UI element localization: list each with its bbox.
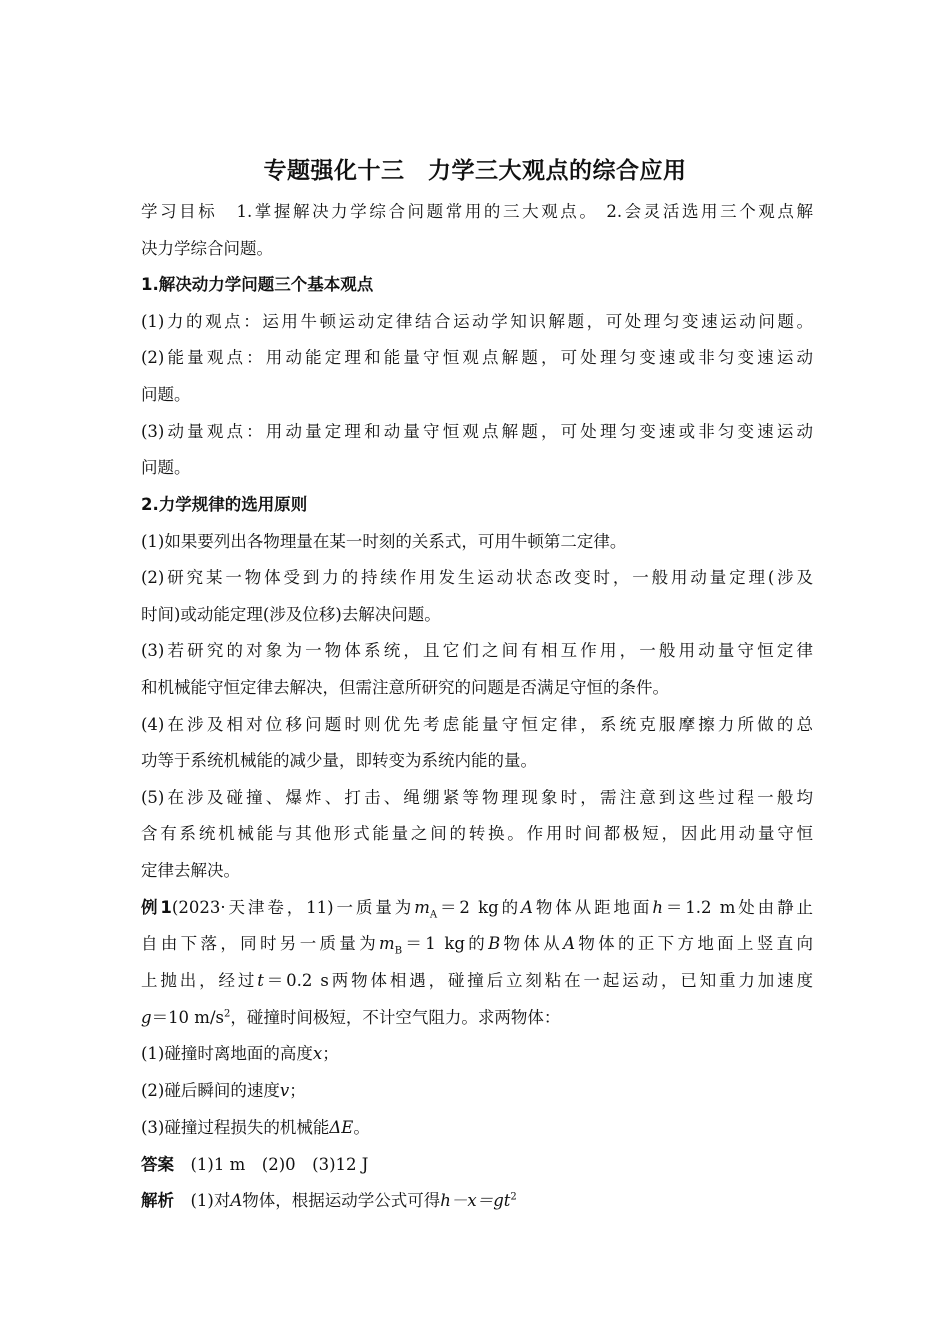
- section2-p4b: 功等于系统机械能的减少量，即转变为系统内能的量。: [141, 751, 537, 770]
- section2-p2b: 时间)或动能定理(涉及位移)去解决问题。: [141, 605, 441, 624]
- analysis-formula: h－x＝gt: [440, 1191, 511, 1210]
- section2-p3a: (3)若研究的对象为一物体系统，且它们之间有相互作用，一般用动量守恒定律: [141, 641, 813, 660]
- section2-heading: 2.力学规律的选用原则: [141, 495, 308, 514]
- objectives-label: 学习目标: [141, 202, 218, 221]
- example-label: 例1: [141, 898, 172, 917]
- section2-p5b: 含有系统机械能与其他形式能量之间的转换。作用时间都极短，因此用动量守恒: [141, 824, 813, 843]
- analysis-line: 解析 (1)对A物体，根据运动学公式可得$h-x=gt^2$: [141, 1191, 517, 1210]
- analysis-label: 解析: [141, 1191, 174, 1210]
- question-2: (2)碰后瞬间的速度v；: [141, 1081, 306, 1100]
- example-line-4: g＝10 $m/s^2$，碰撞时间极短，不计空气阻力。求两物体：: [141, 1008, 561, 1027]
- objectives-line-2: 决力学综合问题。: [141, 239, 273, 258]
- section1-p1: (1)力的观点：运用牛顿运动定律结合运动学知识解题，可处理匀变速运动问题。: [141, 312, 813, 331]
- section1-p3b: 问题。: [141, 458, 191, 477]
- answer-label: 答案: [141, 1155, 174, 1174]
- section2-p4a: (4)在涉及相对位移问题时则优先考虑能量守恒定律，系统克服摩擦力所做的总: [141, 715, 813, 734]
- example-source: (2023·天津卷，11): [171, 898, 334, 917]
- question-1: (1)碰撞时离地面的高度x；: [141, 1044, 339, 1063]
- objectives-line-1: 学习目标 1.掌握解决力学综合问题常用的三大观点。 2.会灵活选用三个观点解: [141, 202, 813, 221]
- section2-p5a: (5)在涉及碰撞、爆炸、打击、绳绷紧等物理现象时，需注意到这些过程一般均: [141, 788, 813, 807]
- section2-p5c: 定律去解决。: [141, 861, 240, 880]
- section1-p2a: (2)能量观点：用动能定理和能量守恒观点解题，可处理匀变速或非匀变速运动: [141, 348, 813, 367]
- question-3: (3)碰撞过程损失的机械能ΔE。: [141, 1118, 370, 1137]
- answer-line: [141, 1154, 813, 1176]
- section2-p3b: 和机械能守恒定律去解决，但需注意所研究的问题是否满足守恒的条件。: [141, 678, 669, 697]
- example-line-3: 上抛出，经过t＝0.2 s两物体相遇，碰撞后立刻粘在一起运动，已知重力加速度: [141, 971, 814, 990]
- section1-p2b: 问题。: [141, 385, 191, 404]
- section1-p3a: (3)动量观点：用动量定理和动量守恒观点解题，可处理匀变速或非匀变速运动: [141, 422, 813, 441]
- section1-heading: 1.解决动力学问题三个基本观点: [141, 275, 374, 294]
- example-line-2: 自由下落，同时另一质量为$m_B=1$ kg的B物体从A物体的正下方地面上竖直向: [141, 934, 814, 957]
- page-title: 专题强化十三 力学三大观点的综合应用: [263, 158, 687, 184]
- section2-p1: (1)如果要列出各物理量在某一时刻的关系式，可用牛顿第二定律。: [141, 532, 627, 551]
- example-line-1: 例1(2023·天津卷，11)一质量为$m_A=2$ kg的A物体从距地面h＝1.2 m处由静止: [141, 898, 814, 921]
- answer-text: (1)1 m (2)0 (3)12 J: [190, 1155, 369, 1174]
- section2-p2a: (2)研究某一物体受到力的持续作用发生运动状态改变时，一般用动量定理(涉及: [141, 568, 813, 587]
